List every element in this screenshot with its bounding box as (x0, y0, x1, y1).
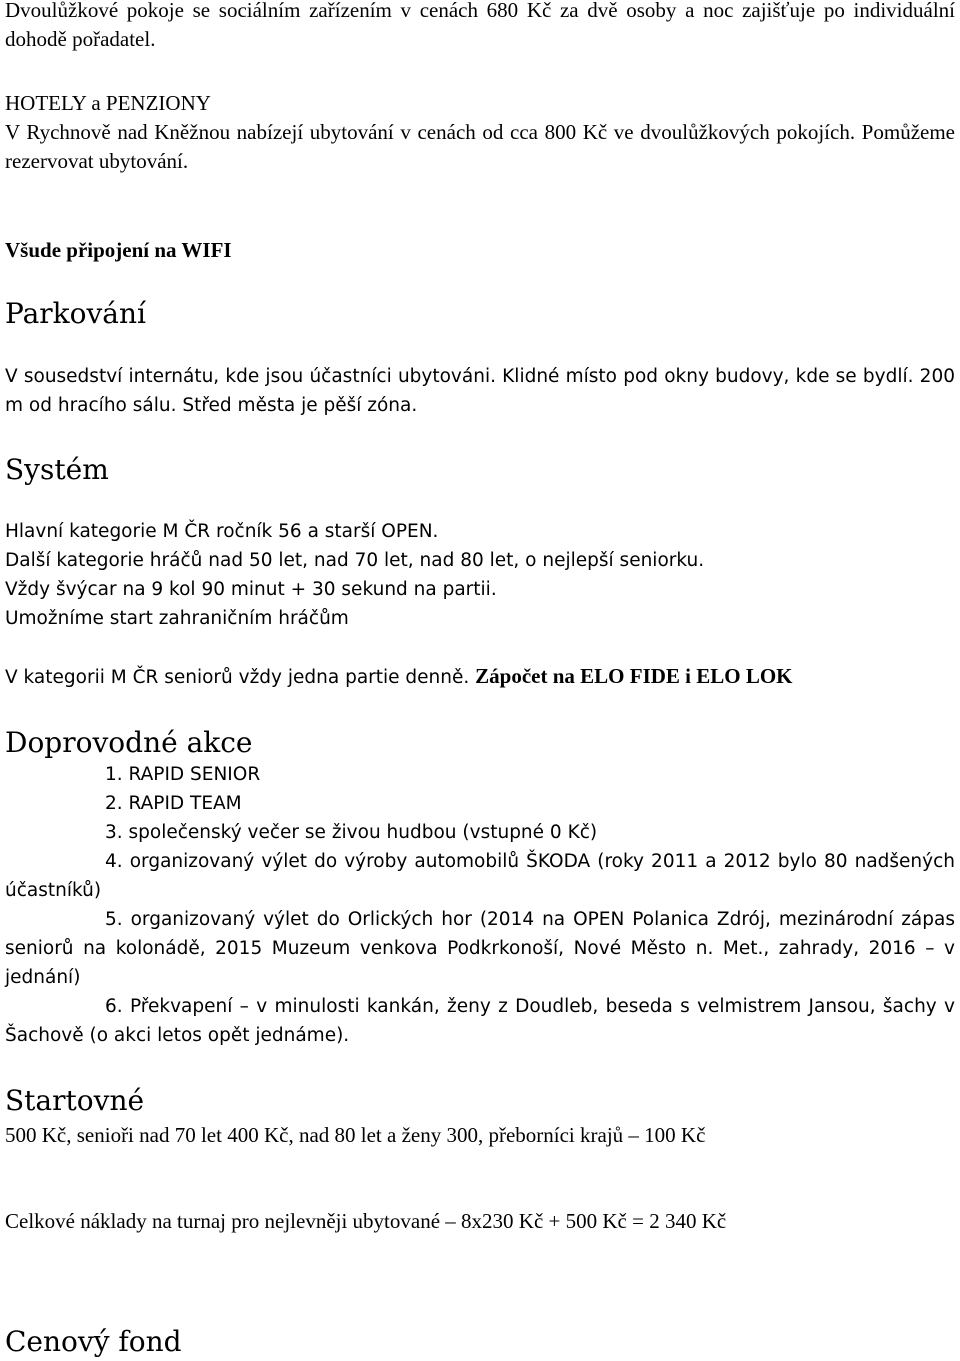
fee-heading: Startovné (5, 1084, 145, 1117)
seniors-paragraph (5, 662, 955, 692)
fee-text: 500 Kč, senioři nad 70 let 400 Kč, nad 80 let a ženy 300, přeborníci krajů – 100 Kč (5, 1123, 706, 1147)
event-item-2: 2. RAPID TEAM (105, 793, 242, 814)
system-lines (5, 517, 955, 633)
event-item-4: 4. organizovaný výlet do výroby automobilů ŠKODA (roky 2011 a 2012 bylo 80 nadšených účastníků) (5, 851, 955, 901)
wifi-heading: Všude připojení na WIFI (5, 238, 232, 262)
system-line-1: Hlavní kategorie M ČR ročník 56 a starší OPEN. (5, 521, 439, 542)
event-item-1: 1. RAPID SENIOR (105, 764, 261, 785)
event-item-3: 3. společenský večer se živou hudbou (vstupné 0 Kč) (105, 822, 598, 843)
events-list (5, 760, 955, 1050)
accommodation-text: Dvoulůžkové pokoje se sociálním zařízením v cenách 680 Kč za dvě osoby a noc zajišťuje po individuální dohodě pořadatel. (5, 0, 955, 51)
system-heading: Systém (5, 453, 109, 486)
events-heading: Doprovodné akce (5, 726, 253, 759)
parking-heading: Parkování (5, 297, 146, 330)
prize-heading: Cenový fond (5, 1325, 182, 1358)
system-line-4: Umožníme start zahraničním hráčům (5, 608, 349, 629)
hotels-text: V Rychnově nad Kněžnou nabízejí ubytování v cenách od cca 800 Kč ve dvoulůžkových pokojích. Pomůžeme rezervovat ubytování. (5, 120, 955, 173)
event-item-6: 6. Překvapení – v minulosti kankán, ženy z Doudleb, beseda s velmistrem Jansou, šachy v Šachově (o akci letos opět jednáme). (5, 996, 955, 1046)
total-cost-text: Celkové náklady na turnaj pro nejlevněji ubytované – 8x230 Kč + 500 Kč = 2 340 Kč (5, 1209, 727, 1233)
system-line-3: Vždy švýcar na 9 kol 90 minut + 30 sekund na partii. (5, 579, 497, 600)
seniors-text: V kategorii M ČR seniorů vždy jedna partie denně. (5, 667, 476, 688)
parking-text: V sousedství internátu, kde jsou účastníci ubytováni. Klidné místo pod okny budovy, kde se bydlí. 200 m od hracího sálu. Střed města je pěší zóna. (5, 366, 955, 416)
system-line-2: Další kategorie hráčů nad 50 let, nad 70 let, nad 80 let, o nejlepší seniorku. (5, 550, 705, 571)
event-item-5: 5. organizovaný výlet do Orlických hor (2014 na OPEN Polanica Zdrój, mezinárodní zápas seniorů na kolonádě, 2015 Muzeum venkova Podkrkonoší, Nové Město n. Met., zahrady, 2016 – v jednání) (5, 909, 955, 988)
elo-text: Zápočet na ELO FIDE i ELO LOK (475, 664, 793, 688)
hotels-heading: HOTELY a PENZIONY (5, 91, 211, 115)
